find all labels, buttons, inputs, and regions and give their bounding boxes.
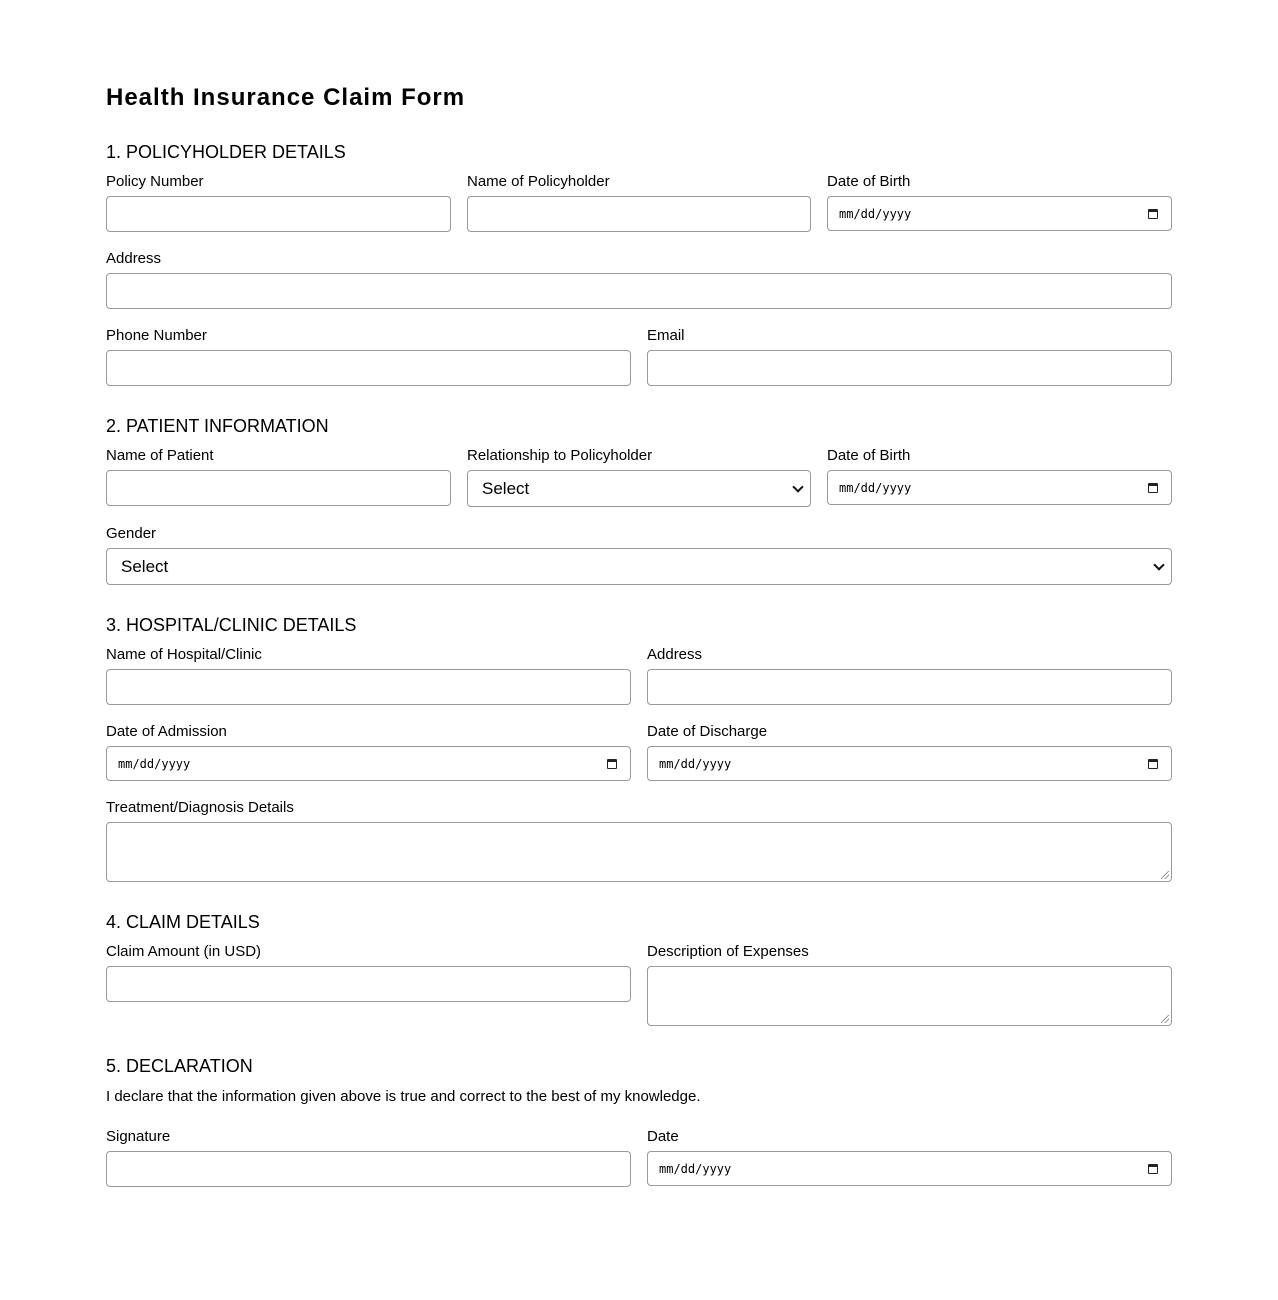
policyholder-dob-label: Date of Birth: [827, 173, 911, 190]
policyholder-dob-input[interactable]: [827, 196, 1172, 231]
claim-amount-label: Claim Amount (in USD): [106, 943, 262, 960]
calendar-icon[interactable]: [1148, 1164, 1158, 1174]
patient-name-input[interactable]: [106, 470, 451, 506]
expenses-label: Description of Expenses: [647, 943, 809, 960]
relationship-label: Relationship to Policyholder: [467, 447, 653, 464]
claim-amount-input[interactable]: [106, 966, 631, 1002]
date-placeholder: mm/dd/yyyy: [659, 756, 732, 771]
policyholder-address-input[interactable]: [106, 273, 1172, 309]
signature-input[interactable]: [106, 1151, 631, 1187]
admission-date-input[interactable]: [106, 746, 631, 781]
resize-handle-icon[interactable]: [1161, 871, 1169, 879]
section-title-patient: 2. PATIENT INFORMATION: [106, 416, 329, 436]
declaration-date-label: Date: [647, 1128, 679, 1145]
treatment-label: Treatment/Diagnosis Details: [106, 799, 294, 816]
phone-input[interactable]: [106, 350, 631, 386]
date-placeholder: mm/dd/yyyy: [839, 206, 912, 221]
gender-select[interactable]: [106, 548, 1172, 585]
relationship-selected: Select: [482, 478, 530, 498]
relationship-select[interactable]: [467, 470, 811, 507]
policy-number-label: Policy Number: [106, 173, 204, 190]
section-title-policyholder: 1. POLICYHOLDER DETAILS: [106, 142, 346, 162]
declaration-date-input[interactable]: [647, 1151, 1172, 1186]
date-placeholder: mm/dd/yyyy: [659, 1161, 732, 1176]
calendar-icon[interactable]: [1148, 759, 1158, 769]
section-title-hospital: 3. HOSPITAL/CLINIC DETAILS: [106, 615, 357, 635]
discharge-date-input[interactable]: [647, 746, 1172, 781]
hospital-name-label: Name of Hospital/Clinic: [106, 646, 262, 663]
declaration-text: I declare that the information given above is true and correct to the best of my knowledge.: [106, 1088, 701, 1105]
gender-label: Gender: [106, 525, 157, 542]
policyholder-name-label: Name of Policyholder: [467, 173, 610, 190]
chevron-down-icon: [1153, 559, 1164, 570]
date-placeholder: mm/dd/yyyy: [118, 756, 191, 771]
discharge-date-label: Date of Discharge: [647, 723, 768, 740]
section-title-declaration: 5. DECLARATION: [106, 1056, 253, 1076]
policy-number-input[interactable]: [106, 196, 451, 232]
patient-name-label: Name of Patient: [106, 447, 214, 464]
calendar-icon[interactable]: [1148, 209, 1158, 219]
hospital-name-input[interactable]: [106, 669, 631, 705]
email-input[interactable]: [647, 350, 1172, 386]
hospital-address-label: Address: [647, 646, 703, 663]
calendar-icon[interactable]: [1148, 483, 1158, 493]
page-title: Health Insurance Claim Form: [106, 84, 466, 111]
hospital-address-input[interactable]: [647, 669, 1172, 705]
patient-dob-input[interactable]: [827, 470, 1172, 505]
admission-date-label: Date of Admission: [106, 723, 227, 740]
calendar-icon[interactable]: [607, 759, 617, 769]
treatment-textarea[interactable]: [106, 822, 1172, 882]
date-placeholder: mm/dd/yyyy: [839, 480, 912, 495]
expenses-textarea[interactable]: [647, 966, 1172, 1026]
email-label: Email: [647, 327, 685, 344]
policyholder-address-label: Address: [106, 250, 162, 267]
patient-dob-label: Date of Birth: [827, 447, 911, 464]
resize-handle-icon[interactable]: [1161, 1015, 1169, 1023]
signature-label: Signature: [106, 1128, 171, 1145]
section-title-claim: 4. CLAIM DETAILS: [106, 912, 260, 932]
policyholder-name-input[interactable]: [467, 196, 811, 232]
gender-selected: Select: [121, 556, 169, 576]
phone-label: Phone Number: [106, 327, 207, 344]
chevron-down-icon: [792, 481, 803, 492]
